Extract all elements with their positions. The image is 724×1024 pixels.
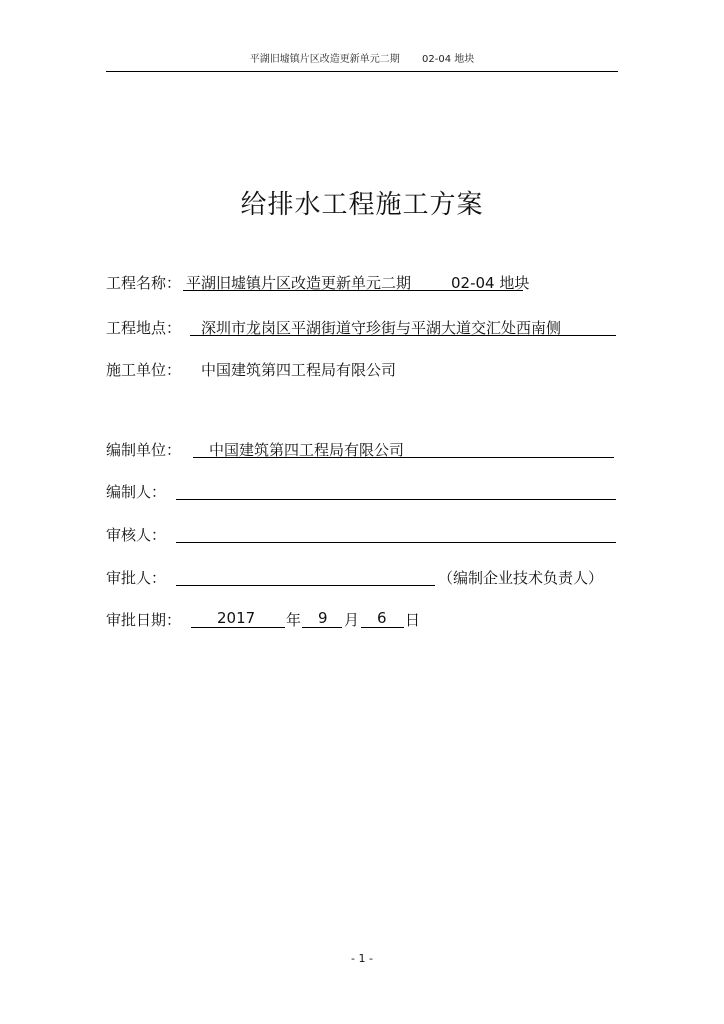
document-title: 给排水工程施工方案 [240, 190, 484, 220]
approval-month: 9 [318, 609, 328, 627]
construction-unit-label: 施工单位： [106, 361, 182, 379]
project-location-value: 深圳市龙岗区平湖街道守珍街与平湖大道交汇处西南侧 [201, 319, 562, 337]
header-project: 平湖旧墟镇片区改造更新单元二期 [249, 54, 400, 65]
reviewer-row [106, 524, 166, 545]
project-name-plot: 02-04 地块 [451, 274, 530, 292]
project-name-label: 工程名称： [106, 274, 182, 292]
compiling-unit-value: 中国建筑第四工程局有限公司 [209, 441, 405, 459]
header-plot: 02-04 地块 [422, 54, 475, 65]
compiling-unit-label: 编制单位： [106, 441, 182, 459]
page-header [106, 50, 618, 70]
project-location-row [106, 317, 181, 338]
project-name-row [106, 272, 181, 293]
approval-year: 2017 [217, 609, 256, 627]
month-unit: 月 [344, 611, 360, 629]
year-unit: 年 [286, 611, 302, 629]
approver-label: 审批人： [106, 569, 167, 587]
page-number: - 1 - [351, 952, 373, 965]
project-name-value: 平湖旧墟镇片区改造更新单元二期 [186, 274, 412, 292]
approver-note: （编制企业技术负责人） [438, 569, 604, 587]
approver-underline [176, 567, 435, 586]
compiler-underline [176, 481, 616, 500]
approver-row [106, 567, 166, 588]
compiler-label: 编制人： [106, 483, 167, 501]
approval-date-row [106, 609, 181, 630]
day-unit: 日 [405, 611, 421, 629]
header-divider [106, 71, 618, 72]
approval-date-label: 审批日期： [106, 611, 182, 629]
construction-unit-value: 中国建筑第四工程局有限公司 [201, 361, 397, 379]
reviewer-underline [176, 524, 616, 543]
compiler-row [106, 481, 166, 502]
compiling-unit-row [106, 439, 181, 460]
project-location-label: 工程地点： [106, 319, 182, 337]
reviewer-label: 审核人： [106, 526, 167, 544]
construction-unit-row [106, 359, 181, 380]
approval-day: 6 [377, 609, 387, 627]
